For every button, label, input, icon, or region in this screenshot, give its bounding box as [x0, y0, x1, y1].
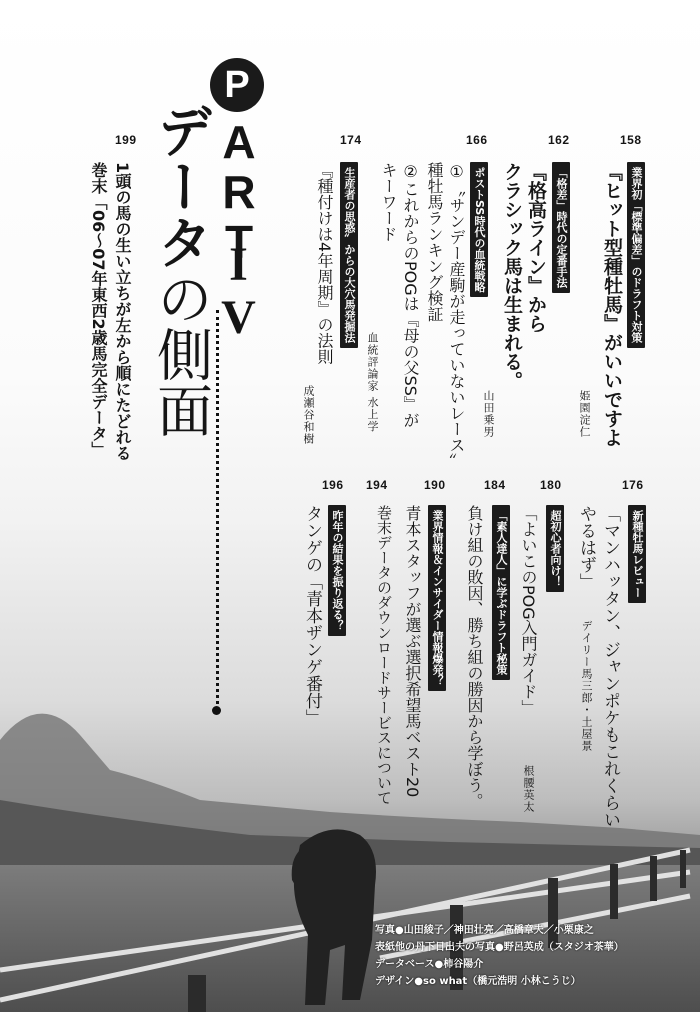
part-emblem-circle — [210, 58, 264, 112]
article-158-author: 姫園淀仁 — [578, 390, 591, 438]
article-196-title: タンゲの「青本ザンゲ番付」 — [302, 505, 322, 726]
page-number-190: 190 — [424, 478, 446, 492]
leader-end-dot — [212, 706, 221, 715]
article-162-title-line2: クラシック馬は生まれる。 — [501, 162, 523, 390]
page-number-162: 162 — [548, 133, 570, 147]
page-number-158: 158 — [620, 133, 642, 147]
article-166-item1-line2: 種牡馬ランキング検証 — [425, 162, 444, 322]
article-196-category: 昨年の結果を振り返る？ — [328, 505, 346, 636]
credit-line-cover-photo: 表紙他の丹下日出夫の写真●野呂英成（スタジオ茶華） — [375, 942, 624, 953]
article-199-line1: 1頭の馬の生い立ちが左から順にたどれる — [113, 162, 132, 462]
part-numeral: IV — [212, 238, 265, 344]
article-162-author: 山田乗男 — [482, 390, 495, 438]
page-number-184: 184 — [484, 478, 506, 492]
article-180-author: 根腰英太 — [522, 765, 535, 813]
article-180-category: 超初心者向け！ — [546, 505, 564, 592]
article-176-title-line1: 「マンハッタン、ジャンポケもこれくらい — [600, 505, 620, 828]
page-number-166: 166 — [466, 133, 488, 147]
part-label-art: ART — [213, 116, 265, 266]
page-number-174: 174 — [340, 133, 362, 147]
article-199-line2: 巻末「06～07年東西2歳馬完全データ」 — [89, 162, 108, 458]
credit-line-photo: 写真●山田綾子／神田壮亮／高橋章夫／小栗康之 — [375, 925, 594, 936]
page-number-196: 196 — [322, 478, 344, 492]
article-174-title: 『種付けは4年周期』の法則 — [315, 162, 334, 365]
article-184-category: 「素人達人」に学ぶドラフト秘策 — [492, 505, 510, 680]
article-158-title: 『ヒット型種牡馬』がいいですよ — [601, 162, 623, 447]
article-158-category: 業界初「標準偏差」のドラフト対策 — [627, 162, 645, 348]
article-162-category: 「格差」時代の定番手法 — [552, 162, 570, 293]
article-176-category: 新種牡馬レビュー — [628, 505, 646, 603]
page-number-176: 176 — [622, 478, 644, 492]
photo-design-credits — [375, 922, 695, 990]
article-174-category: 生産者の思惑〟からの大穴馬発掘法 — [340, 162, 358, 348]
article-176-title-line2: やるはず」 — [576, 505, 596, 590]
article-184-title: 負け組の敗因、勝ち組の勝因から学ぼう。 — [465, 505, 484, 809]
article-190-title: 青本スタッフが選ぶ選択希望馬ベスト20 — [403, 505, 422, 798]
article-190-category: 業界情報＆インサイダー情報爆発？ — [428, 505, 446, 691]
part-letter-p: P — [224, 64, 250, 106]
credit-line-database: データベース●柿谷陽介 — [375, 959, 484, 970]
article-166-item2-line1: ②これからのPOGは『母の父SS』が — [401, 162, 420, 428]
article-162-title-line1: 『格高ライン』から — [525, 162, 547, 333]
part-title-main: データ — [148, 102, 213, 270]
part-title-rest: の側面 — [148, 270, 213, 438]
article-176-author: デイリー馬三郎・土屋景 — [580, 620, 593, 752]
article-194-title: 巻末データのダウンロードサービスについて — [375, 505, 393, 805]
article-180-title: 「よいこのPOG入門ガイド」 — [519, 505, 538, 716]
article-174-author: 成瀬谷和樹 — [302, 385, 315, 445]
page-number-199: 199 — [115, 133, 137, 147]
page-number-194: 194 — [366, 478, 388, 492]
article-166-author: 血統評論家 水上学 — [366, 332, 379, 433]
article-166-category: ポストSS時代の血統戦略 — [470, 162, 488, 297]
article-166-item1-line1: ①〝サンデー産駒が走っていないレース〟 — [447, 162, 466, 469]
article-166-item2-line2: キーワード — [379, 162, 398, 242]
dotted-leader-line — [216, 310, 219, 710]
page-number-180: 180 — [540, 478, 562, 492]
credit-line-design: デザイン●so what（橋元浩明 小林こうじ） — [375, 976, 581, 987]
part-title — [148, 102, 213, 438]
